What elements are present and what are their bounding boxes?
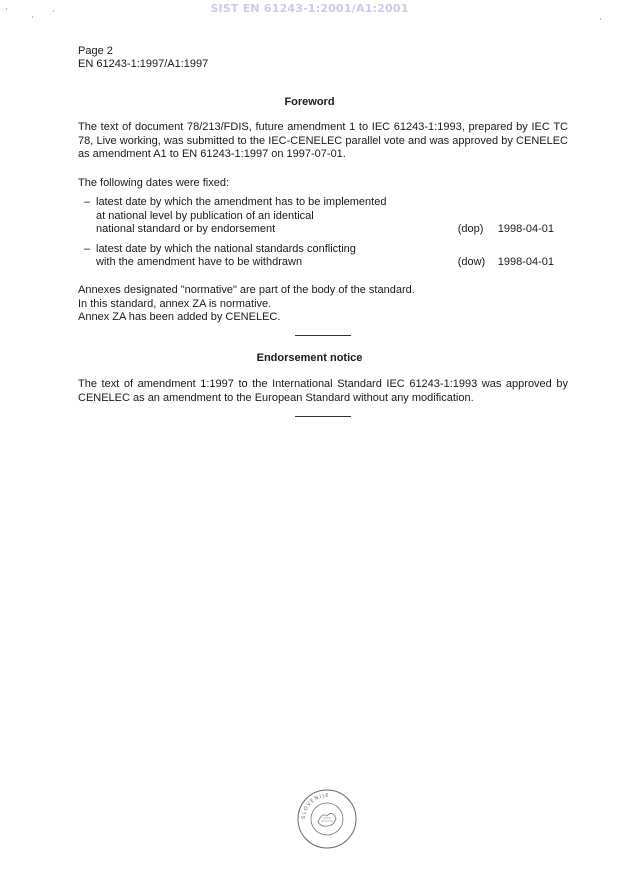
list-dash: – xyxy=(84,242,91,255)
list-item-line: at national level by publication of an identical xyxy=(96,209,314,222)
watermark: SIST EN 61243-1:2001/A1:2001 xyxy=(210,2,409,15)
scan-speck xyxy=(600,18,601,20)
scan-speck xyxy=(32,16,33,18)
section-divider xyxy=(295,416,351,417)
date-value: 1998-04-01 xyxy=(497,256,554,268)
endorsement-paragraph: The text of amendment 1:1997 to the International Standard IEC 61243-1:1993 was approved by CENELEC as an amendment to the European Standard without any modification. xyxy=(78,378,568,404)
page-number: Page 2 xyxy=(78,45,113,57)
list-item xyxy=(84,196,554,237)
section-divider xyxy=(295,335,351,336)
scan-speck xyxy=(53,10,54,12)
endorsement-heading: Endorsement notice xyxy=(256,352,363,364)
date-value: 1998-04-01 xyxy=(497,223,554,235)
dates-list xyxy=(84,196,554,270)
annex-line: In this standard, annex ZA is normative. xyxy=(78,297,272,310)
document-reference: EN 61243-1:1997/A1:1997 xyxy=(78,58,209,70)
list-item-line: latest date by which the national standards conflicting xyxy=(96,242,356,255)
scan-speck xyxy=(6,8,7,10)
annex-line: Annexes designated "normative" are part of the body of the standard. xyxy=(78,284,415,296)
dates-intro: The following dates were fixed: xyxy=(78,177,230,189)
annex-notes xyxy=(78,284,568,325)
date-code: (dop) xyxy=(457,223,484,235)
svg-text:SLOVENIJE: SLOVENIJE xyxy=(300,792,330,820)
list-item-line: national standard or by endorsement xyxy=(96,223,276,235)
foreword-paragraph: The text of document 78/213/FDIS, future amendment 1 to IEC 61243-1:1993, prepared by IEC TC 78, Live working, was submitted to the IEC-CENELEC parallel vote and was approved by CENELEC as amendment A1 to EN 61243-1:1997 on 1997-07-01. xyxy=(78,121,568,160)
annex-line: Annex ZA has been added by CENELEC. xyxy=(78,311,281,323)
list-item-line: latest date by which the amendment has to be implemented xyxy=(96,196,387,208)
list-dash: – xyxy=(84,196,91,208)
page-header xyxy=(78,45,208,71)
official-seal-stamp xyxy=(296,788,358,850)
foreword-heading: Foreword xyxy=(284,96,335,108)
date-entry xyxy=(458,223,554,237)
date-code: (dow) xyxy=(457,256,486,268)
list-item-line: with the amendment have to be withdrawn xyxy=(96,256,303,268)
list-item xyxy=(84,243,554,270)
date-entry xyxy=(458,256,554,270)
